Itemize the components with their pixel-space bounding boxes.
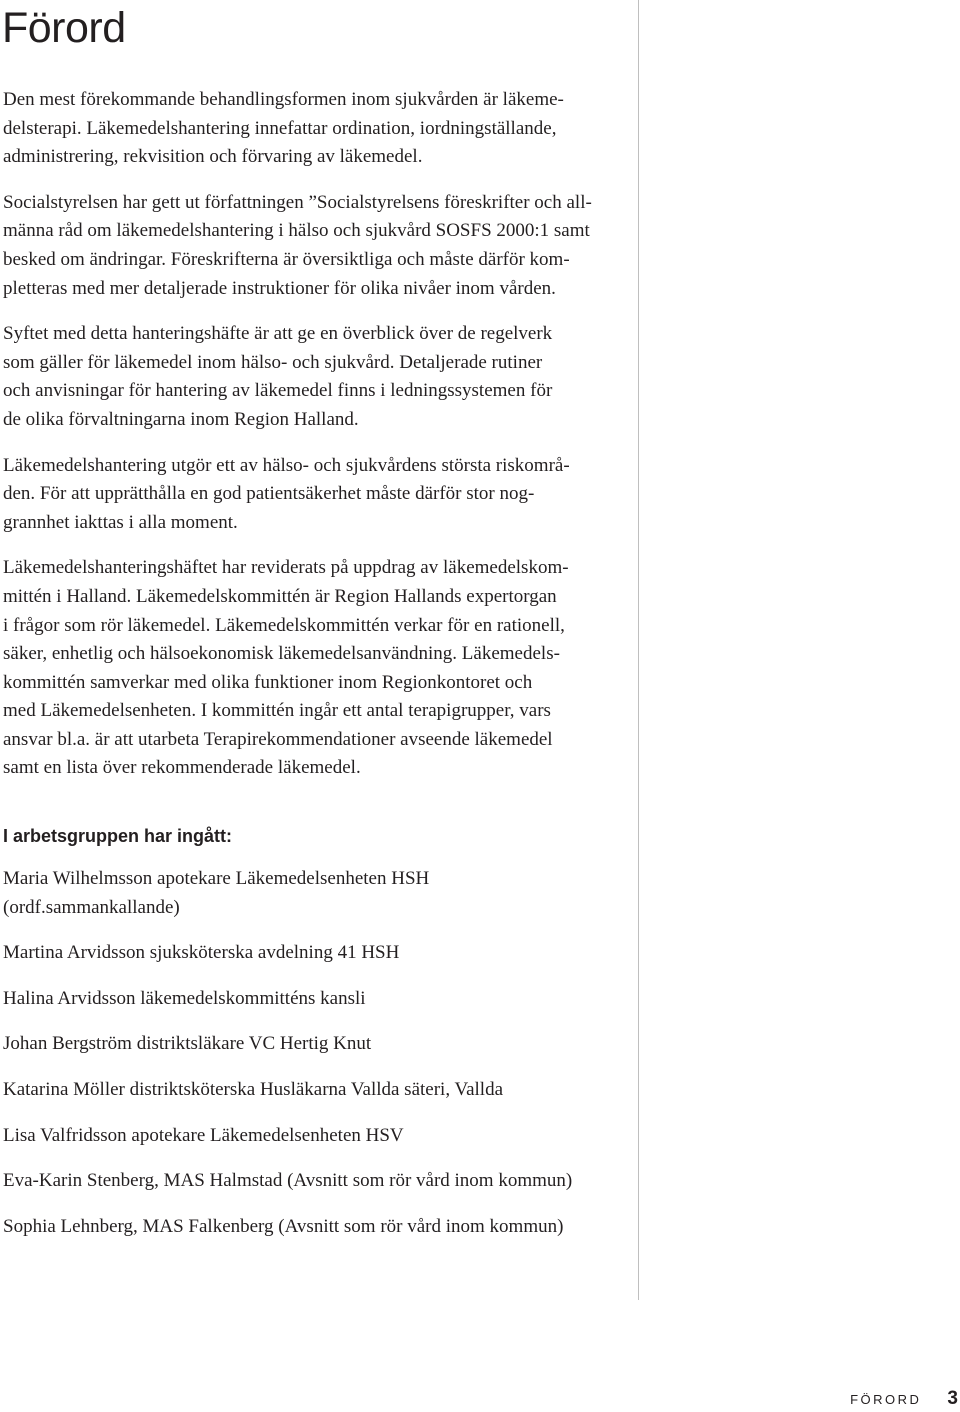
footer-section-label: FÖRORD [850, 1392, 922, 1407]
member-item [3, 1030, 633, 1059]
text-line: ansvar bl.a. är att utarbeta Terapirekommendationer avseende läkemedel [3, 728, 553, 750]
member-line: (ordf.sammankallande) [3, 896, 180, 918]
paragraph [3, 86, 633, 172]
text-line: grannhet iakttas i alla moment. [3, 511, 238, 533]
text-line: Läkemedelshantering utgör ett av hälso- och sjukvårdens största riskområ- [3, 454, 570, 476]
text-line: männa råd om läkemedelshantering i hälso och sjukvård SOSFS 2000:1 samt [3, 220, 590, 242]
paragraph [3, 452, 633, 538]
member-line: Sophia Lehnberg, MAS Falkenberg (Avsnitt som rör vård inom kommun) [3, 1215, 564, 1237]
member-item [3, 985, 633, 1014]
working-group-heading: I arbetsgruppen har ingått: [3, 826, 233, 847]
member-line: Eva-Karin Stenberg, MAS Halmstad (Avsnitt som rör vård inom kommun) [3, 1170, 573, 1192]
text-line: i frågor som rör läkemedel. Läkemedelskommittén verkar för en rationell, [3, 614, 565, 636]
text-line: den. För att upprätthålla en god patientsäkerhet måste därför stor nog- [3, 483, 535, 505]
text-line: pletteras med mer detaljerade instruktioner för olika nivåer inom vården. [3, 277, 556, 299]
text-line: de olika förvaltningarna inom Region Halland. [3, 408, 359, 430]
member-item [3, 1213, 633, 1242]
paragraph [3, 320, 633, 434]
member-line: Martina Arvidsson sjuksköterska avdelning 41 HSH [3, 942, 400, 964]
member-item [3, 865, 633, 922]
member-item [3, 1122, 633, 1151]
page-number: 3 [947, 1388, 958, 1409]
member-item [3, 1167, 633, 1196]
text-line: med Läkemedelsenheten. I kommittén ingår ett antal terapigrupper, vars [3, 700, 551, 722]
text-line: kommittén samverkar med olika funktioner inom Regionkontoret och [3, 671, 533, 693]
text-line: Läkemedelshanteringshäftet har reviderats på uppdrag av läkemedelskom- [3, 557, 569, 579]
text-line: Socialstyrelsen har gett ut författningen ”Socialstyrelsens föreskrifter och all- [3, 191, 592, 213]
text-line: samt en lista över rekommenderade läkemedel. [3, 757, 361, 779]
text-line: Syftet med detta hanteringshäfte är att ge en överblick över de regelverk [3, 323, 553, 345]
paragraph [3, 554, 633, 783]
page-footer [850, 1388, 960, 1412]
text-line: Den mest förekommande behandlingsformen inom sjukvården är läkeme- [3, 89, 564, 110]
page-title: Förord [2, 4, 126, 52]
member-line: Lisa Valfridsson apotekare Läkemedelsenheten HSV [3, 1124, 404, 1146]
text-line: besked om ändringar. Föreskrifterna är översiktliga och måste därför kom- [3, 248, 570, 270]
member-item [3, 939, 633, 968]
column-divider [638, 0, 639, 1300]
text-line: som gäller för läkemedel inom hälso- och sjukvård. Detaljerade rutiner [3, 351, 543, 373]
working-group-list [3, 865, 633, 1241]
text-line: delsterapi. Läkemedelshantering innefattar ordination, iordningställande, [3, 117, 557, 139]
text-line: säker, enhetlig och hälsoekonomisk läkemedelsanvändning. Läkemedels- [3, 643, 560, 665]
member-line: Maria Wilhelmsson apotekare Läkemedelsenheten HSH [3, 868, 430, 890]
paragraph [3, 189, 633, 303]
text-line: mittén i Halland. Läkemedelskommittén är Region Hallands expertorgan [3, 585, 557, 607]
member-line: Johan Bergström distriktsläkare VC Hertig Knut [3, 1033, 372, 1055]
text-line: och anvisningar för hantering av läkemedel finns i ledningssystemen för [3, 380, 553, 402]
member-line: Halina Arvidsson läkemedelskommitténs kansli [3, 987, 366, 1009]
text-line: administrering, rekvisition och förvaring av läkemedel. [3, 146, 423, 168]
body-text [3, 86, 633, 1258]
member-line: Katarina Möller distriktsköterska Husläkarna Vallda säteri, Vallda [3, 1079, 504, 1101]
member-item [3, 1076, 633, 1105]
